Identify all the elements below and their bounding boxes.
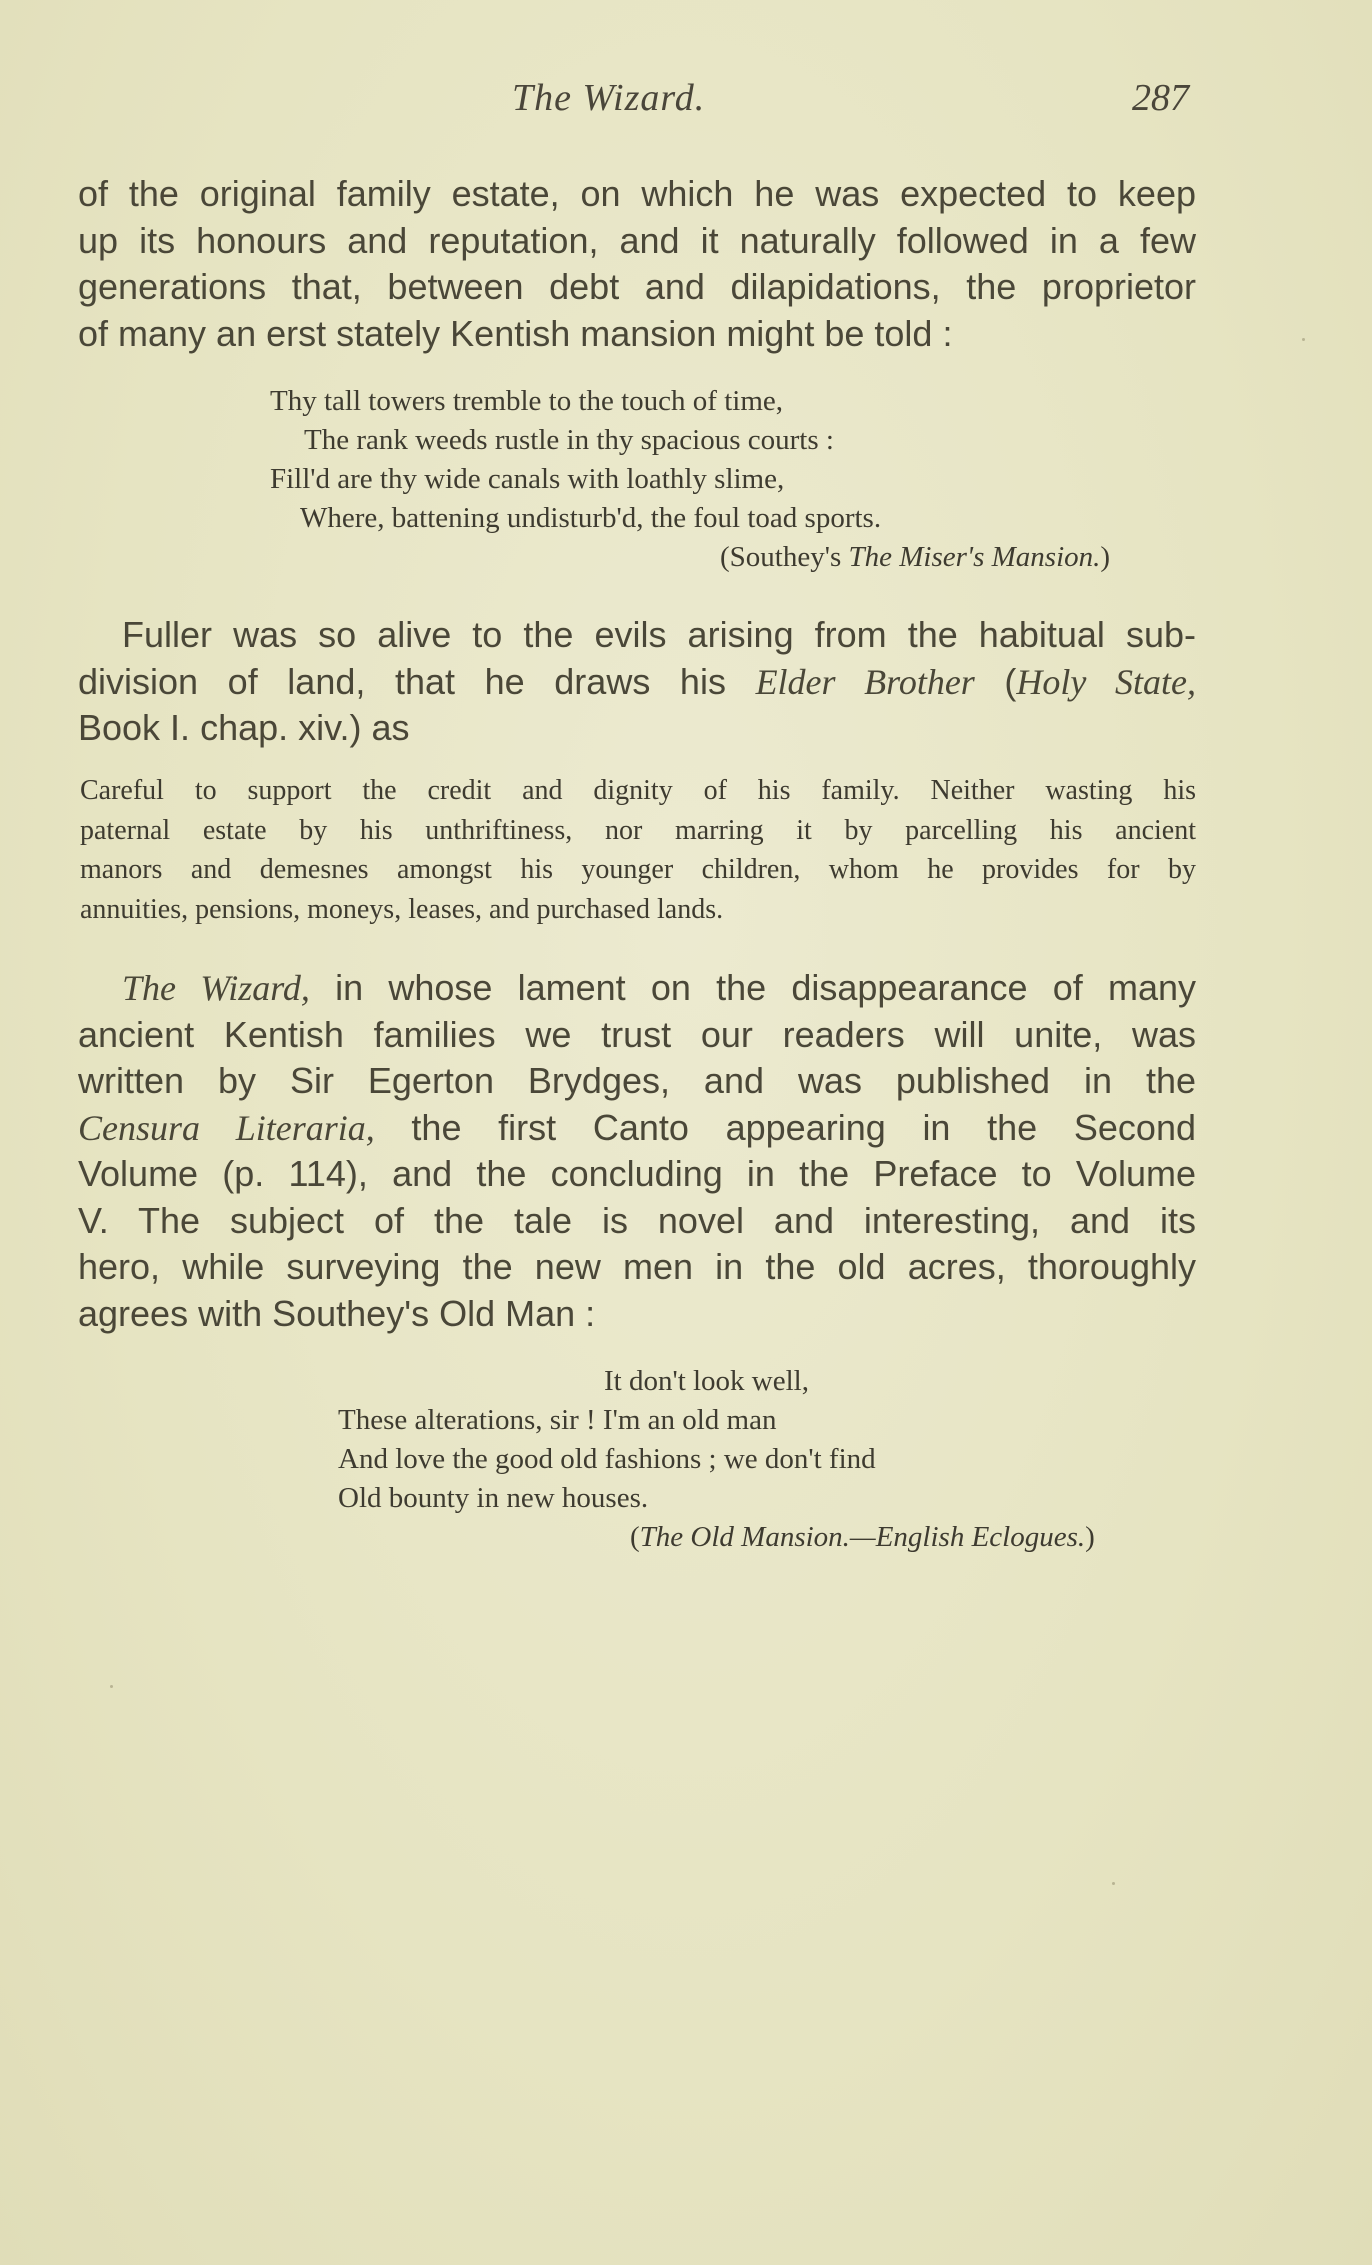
text-line (78, 965, 1196, 1012)
verse-line: These alterations, sir ! I'm an old man (338, 1404, 777, 1436)
citation-line (720, 538, 1110, 577)
paper-speck (110, 1685, 113, 1688)
italic-title: The Wizard, (122, 968, 310, 1008)
italic-title: Elder Brother (755, 661, 975, 702)
italic-title: Censura Literaria, (78, 1107, 375, 1148)
text-line (78, 1105, 1196, 1152)
citation-prefix: (Southey's (720, 541, 849, 573)
verse-line: Old bounty in new houses. (338, 1482, 649, 1514)
text-segment: the first Canto appearing in the Second (374, 1106, 1196, 1148)
page-number: 287 (1132, 77, 1189, 119)
paper-speck (1302, 338, 1305, 341)
text-line: Fuller was so alive to the evils arising from the habitual sub- (122, 614, 1196, 655)
text-line: hero, while surveying the new men in the old acres, thoroughly (78, 1246, 1196, 1287)
text-line: ancient Kentish families we trust our readers will unite, was (78, 1013, 1196, 1055)
verse-line: The rank weeds rustle in thy spacious courts : (304, 424, 834, 456)
text-line: Volume (p. 114), and the concluding in the Preface to Volume (78, 1153, 1196, 1194)
citation-suffix: ) (1100, 541, 1111, 573)
verse-quote-2 (338, 1362, 876, 1518)
verse-line: And love the good old fashions ; we don't find (338, 1443, 876, 1475)
quote-line: annuities, pensions, moneys, leases, and purchased lands. (80, 893, 724, 925)
text-line: generations that, between debt and dilapidations, the proprietor (78, 266, 1196, 307)
text-line: written by Sir Egerton Brydges, and was published in the (78, 1060, 1196, 1101)
quote-line: paternal estate by his unthriftiness, nor marring it by parcelling his ancient (80, 814, 1196, 846)
citation-title: The Old Mansion.—English Eclogues. (639, 1521, 1086, 1553)
text-segment: ( (974, 660, 1017, 702)
text-segment: division of land, that he draws his (78, 660, 756, 702)
quote-line: manors and demesnes amongst his younger children, whom he provides for by (80, 854, 1196, 885)
text-segment: in whose lament on the disappearance of many (309, 967, 1196, 1008)
prose-quote (80, 771, 1196, 929)
verse-citation-2 (630, 1518, 1095, 1557)
verse-line: Fill'd are thy wide canals with loathly slime, (270, 463, 785, 495)
text-line: of the original family estate, on which he was expected to keep (78, 173, 1196, 214)
citation-title: The Miser's Mansion. (848, 541, 1101, 573)
running-head (0, 76, 1372, 126)
verse-line: It don't look well, (604, 1365, 809, 1397)
paragraph-3 (78, 965, 1196, 1337)
paper-speck (1112, 1882, 1115, 1885)
text-line: Book I. chap. xiv.) as (78, 707, 410, 748)
citation-close: ) (1085, 1521, 1095, 1553)
running-head-title: The Wizard. (512, 77, 706, 119)
citation-open: ( (630, 1521, 640, 1553)
verse-citation-1 (720, 538, 1110, 577)
verse-line: Where, battening undisturb'd, the foul toad sports. (300, 502, 882, 534)
verse-line: Thy tall towers tremble to the touch of time, (270, 385, 784, 417)
text-line: of many an erst stately Kentish mansion might be told : (78, 312, 953, 354)
italic-title: Holy State, (1016, 661, 1196, 702)
text-line (78, 659, 1196, 706)
text-line: agrees with Southey's Old Man : (78, 1292, 596, 1334)
quote-line: Careful to support the credit and dignity of his family. Neither wasting his (80, 775, 1196, 806)
paragraph-1 (78, 171, 1196, 357)
text-line: up its honours and reputation, and it naturally followed in a few (78, 219, 1196, 261)
text-line: V. The subject of the tale is novel and interesting, and its (78, 1199, 1196, 1241)
verse-quote-1 (270, 382, 881, 538)
paragraph-2 (78, 612, 1196, 752)
citation-line (630, 1518, 1095, 1557)
